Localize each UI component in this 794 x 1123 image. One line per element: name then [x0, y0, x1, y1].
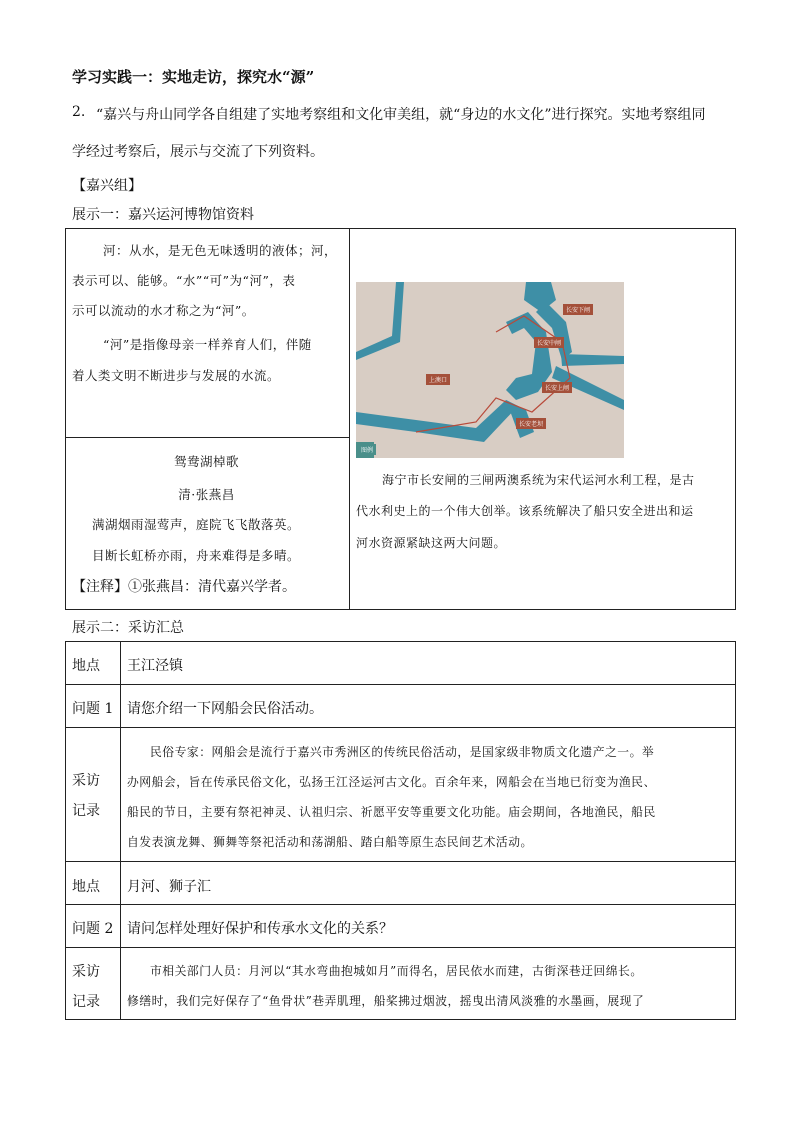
- row3-label-1: 采访: [72, 773, 100, 789]
- river-text-3: 示可以流动的水才称之为“河”。: [72, 303, 255, 318]
- section-heading: 学习实践一：实地走访，探究水“源”: [72, 68, 315, 86]
- map-label-upper-gate: 长安上闸: [542, 382, 572, 393]
- row6-content-2: 修缮时，我们完好保存了“鱼骨状”巷弄肌理，船桨拂过烟波，摇曳出清风淡雅的水墨画，展现了: [127, 994, 645, 1008]
- row3-label-2: 记录: [72, 803, 100, 819]
- question-number: 2.: [72, 104, 86, 120]
- row-content-cell: [120, 642, 735, 685]
- row4-content: 月河、狮子汇: [127, 879, 211, 895]
- poem-title: 鸳鸯湖棹歌: [173, 454, 239, 469]
- map-label-old-dam: 长安老坝: [516, 418, 546, 429]
- row5-label: 问题 2: [72, 921, 114, 937]
- map-label-middle-gate: 长安中闸: [534, 337, 564, 348]
- poem-line-2: 目断长虹桥亦雨，舟来难得是多晴。: [92, 548, 301, 563]
- row2-label: 问题 1: [72, 701, 114, 717]
- map-label-lower-gate: 长安下闸: [563, 304, 593, 315]
- row4-label: 地点: [72, 879, 100, 895]
- poem-author: 清·张燕昌: [178, 487, 235, 502]
- map-label-upper-ao: 上澳口: [426, 374, 450, 385]
- river-text-1: 河：从水，是无色无味透明的液体；河，: [103, 243, 338, 258]
- question-line-2: 学经过考察后，展示与交流了下列资料。: [72, 144, 324, 160]
- map-legend: 图例: [358, 444, 376, 455]
- question-line-1: “嘉兴与舟山同学各自组建了实地考察组和文化审美组，就“身边的水文化”进行探究。实地考察组同: [96, 107, 706, 123]
- row3-content-4: 自发表演龙舞、狮舞等祭祀活动和荡湖船、踏白船等原生态民间艺术活动。: [127, 835, 533, 849]
- river-text-4: “河”是指像母亲一样养育人们，伴随: [103, 337, 312, 352]
- row6-content-1: 市相关部门人员：月河以“其水弯曲抱城如月”而得名，居民依水而建，古街深巷迂回绵长。: [150, 964, 643, 978]
- group-label: 【嘉兴组】: [72, 178, 142, 194]
- map-caption-3: 河水资源紧缺这两大问题。: [356, 536, 507, 550]
- exhibit2-title: 展示二：采访汇总: [72, 620, 184, 636]
- row5-content: 请问怎样处理好保护和传承水文化的关系？: [127, 921, 393, 937]
- river-text-5: 着人类文明不断进步与发展的水流。: [72, 368, 281, 383]
- row6-label-1: 采访: [72, 964, 100, 980]
- river-definition-cell: [66, 229, 350, 438]
- poem-note: 【注释】①张燕昌：清代嘉兴学者。: [72, 579, 296, 595]
- poem-line-1: 满湖烟雨湿莺声，庭院飞飞散落英。: [92, 517, 301, 532]
- row3-content-2: 办网船会，旨在传承民俗文化，弘扬王江泾运河古文化。百余年来，网船会在当地已衍变为渔民、: [127, 775, 656, 789]
- changan-lock-map: [356, 282, 624, 458]
- row3-content-1: 民俗专家：网船会是流行于嘉兴市秀洲区的传统民俗活动，是国家级非物质文化遗产之一。举: [150, 745, 655, 759]
- row3-content-3: 船民的节日，主要有祭祀神灵、认祖归宗、祈愿平安等重要文化功能。庙会期间，各地渔民，船民: [127, 805, 656, 819]
- row6-label-2: 记录: [72, 994, 100, 1010]
- map-caption-1: 海宁市长安闸的三闸两澳系统为宋代运河水利工程，是古: [382, 473, 695, 487]
- row1-label: 地点: [72, 658, 100, 674]
- river-text-2: 表示可以、能够。“水”“可”为“河”，表: [72, 273, 296, 288]
- row1-content: 王江泾镇: [127, 658, 183, 674]
- exhibit1-title: 展示一：嘉兴运河博物馆资料: [72, 207, 254, 223]
- row2-content: 请您介绍一下网船会民俗活动。: [127, 701, 323, 717]
- map-caption-2: 代水利史上的一个伟大创举。该系统解决了船只安全进出和运: [356, 504, 694, 518]
